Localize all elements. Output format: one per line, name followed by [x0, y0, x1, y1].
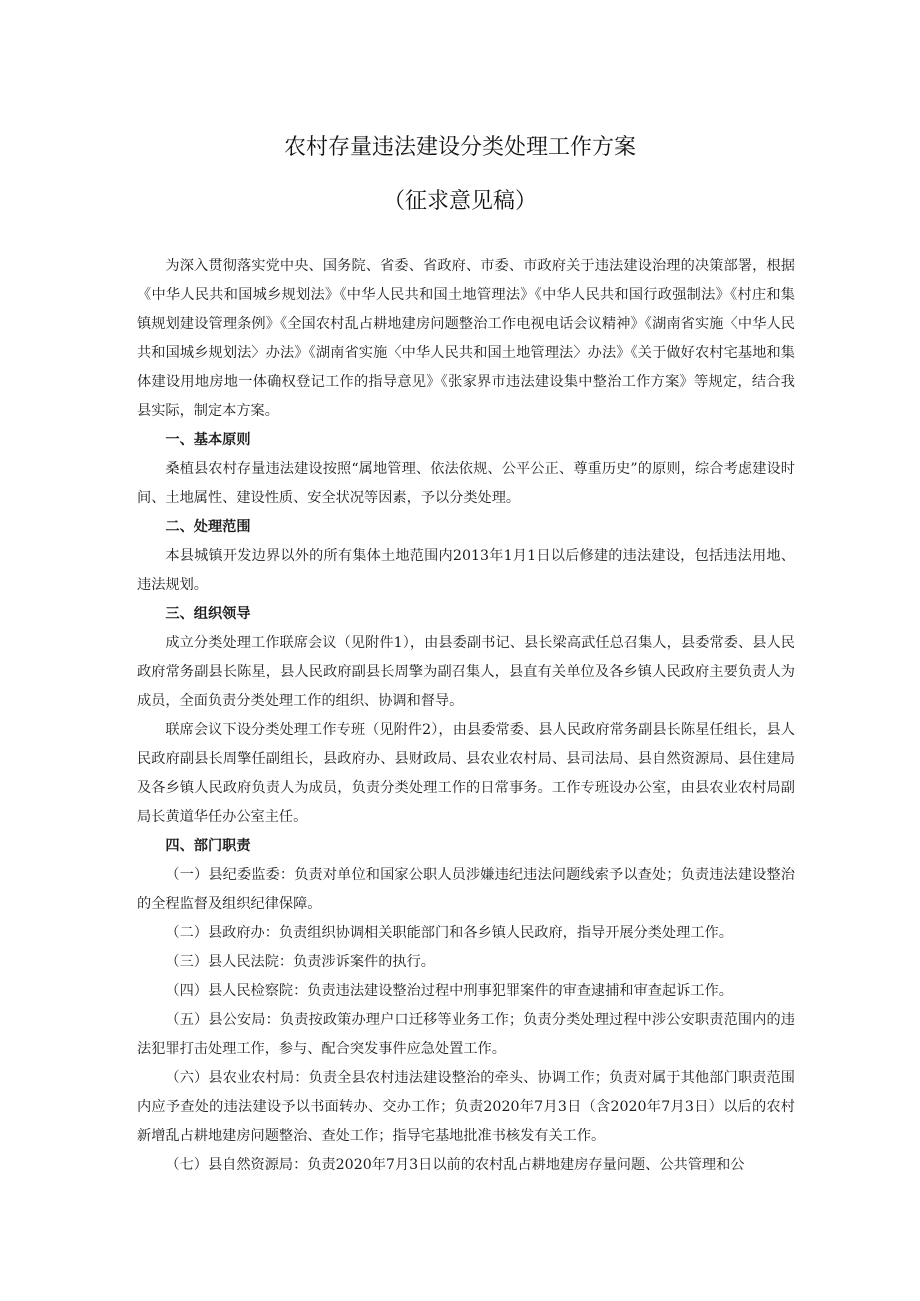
paragraph: 桑植县农村存量违法建设按照“属地管理、依法依规、公平公正、尊重历史”的原则，综合考虑建设时间、土地属性、建设性质、安全状况等因素，予以分类处理。: [137, 461, 795, 506]
paragraph: （七）县自然资源局：负责2020年7月3日以前的农村乱占耕地建房存量问题、公共管理和公: [165, 1157, 745, 1173]
intro-paragraph: 为深入贯彻落实党中央、国务院、省委、省政府、市委、市政府关于违法建设治理的决策部署，根据《中华人民共和国城乡规划法》《中华人民共和国土地管理法》《中华人民共和国行政强制法》《村庄和集镇规划建设管理条例》《全国农村乱占耕地建房问题整治工作电视电话会议精神》《湖南省实施〈中华人民共和国城乡规划法〉办法》《湖南省实施〈中华人民共和国土地管理法〉办法》《关于做好农村宅基地和集体建设用地房地一体确权登记工作的指导意见》《张家界市违法建设集中整治工作方案》等规定，结合我县实际，制定本方案。: [137, 258, 795, 419]
paragraph: 联席会议下设分类处理工作专班（见附件2），由县委常委、县人民政府常务副县长陈星任组长，县人民政府副县长周擎任副组长，县政府办、县财政局、县农业农村局、县司法局、县自然资源局、县住建局及各乡镇人民政府负责人为成员，负责分类处理工作的日常事务。工作专班设办公室，由县农业农村局副局长黄道华任办公室主任。: [137, 722, 795, 825]
paragraph: 本县城镇开发边界以外的所有集体土地范围内2013年1月1日以后修建的违法建设，包括违法用地、违法规划。: [137, 548, 795, 593]
paragraph: （三）县人民法院：负责涉诉案件的执行。: [165, 954, 435, 970]
paragraph: （二）县政府办：负责组织协调相关职能部门和各乡镇人民政府，指导开展分类处理工作。: [165, 925, 733, 941]
section-heading-leadership: 三、组织领导: [165, 606, 251, 622]
section-heading-scope: 二、处理范围: [165, 519, 251, 535]
document-body: [137, 252, 795, 1180]
paragraph: 成立分类处理工作联席会议（见附件1），由县委副书记、县长梁高武任总召集人，县委常委、县人民政府常务副县长陈星，县人民政府副县长周擎为副召集人，县直有关单位及各乡镇人民政府主要负责人为成员，全面负责分类处理工作的组织、协调和督导。: [137, 635, 795, 709]
paragraph: （六）县农业农村局：负责全县农村违法建设整治的牵头、协调工作；负责对属于其他部门职责范围内应予查处的违法建设予以书面转办、交办工作；负责2020年7月3日（含2020年7月3日）以后的农村新增乱占耕地建房问题整治、查处工作；指导宅基地批准书核发有关工作。: [137, 1070, 795, 1144]
document-title: 农村存量违法建设分类处理工作方案: [283, 135, 636, 160]
paragraph: （五）县公安局：负责按政策办理户口迁移等业务工作；负责分类处理过程中涉公安职责范围内的违法犯罪打击处理工作，参与、配合突发事件应急处置工作。: [137, 1012, 795, 1057]
document-subtitle: （征求意见稿）: [382, 189, 537, 214]
section-heading-duties: 四、部门职责: [165, 838, 251, 854]
paragraph: （一）县纪委监委：负责对单位和国家公职人员涉嫌违纪违法问题线索予以查处；负责违法建设整治的全程监督及组织纪律保障。: [137, 867, 795, 912]
section-heading-principles: 一、基本原则: [165, 432, 251, 448]
paragraph: （四）县人民检察院：负责违法建设整治过程中刑事犯罪案件的审查逮捕和审查起诉工作。: [165, 983, 733, 999]
